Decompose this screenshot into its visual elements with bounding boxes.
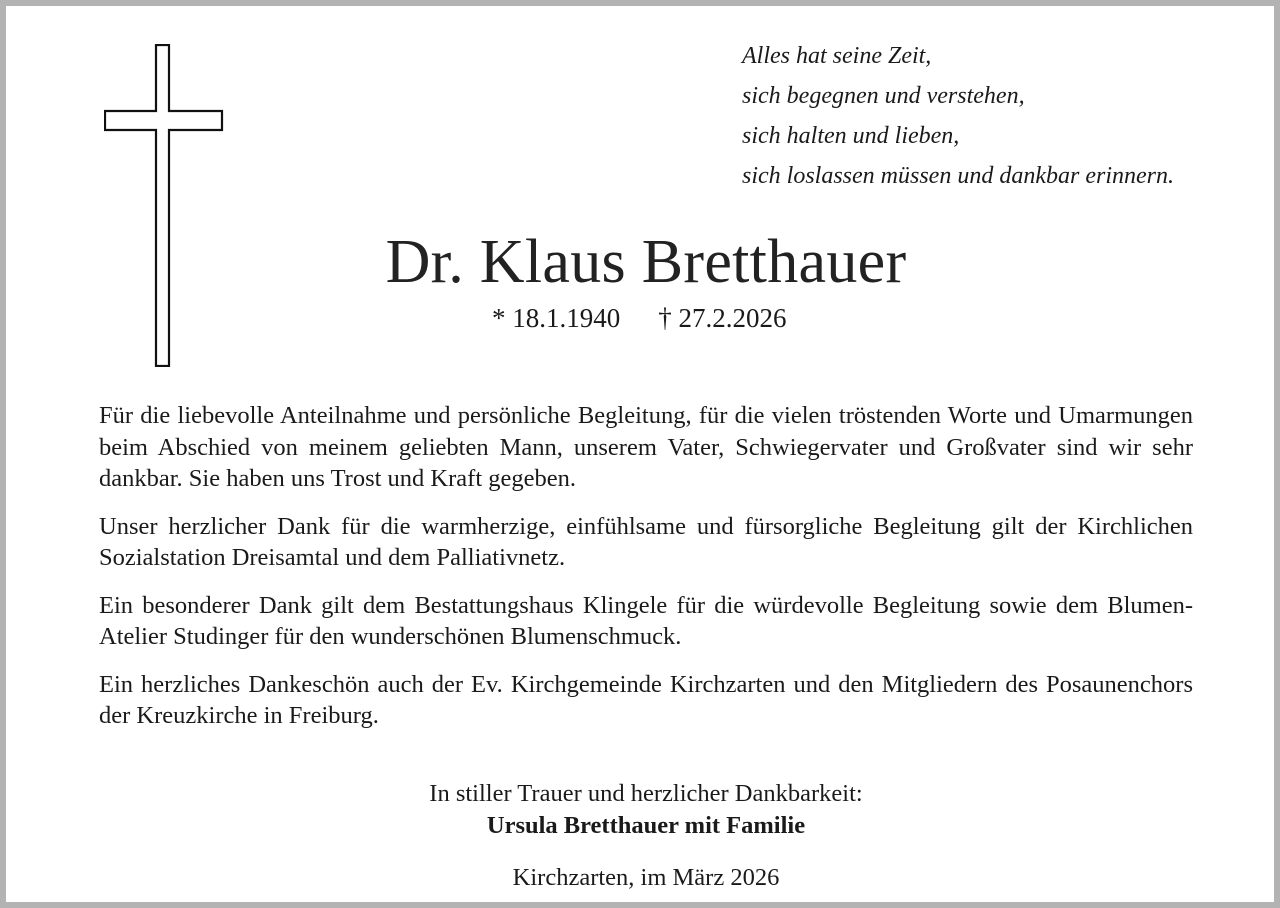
paragraph: Für die liebevolle Anteilnahme und persönliche Begleitung, für die vielen tröstenden Worte und Umarmungen beim Abschied von meinem geliebten Mann, unserem Vater, Schwiegervater und Großvater sind wir sehr dankbar. Sie haben uns Trost und Kraft gegeben.: [99, 402, 1193, 492]
poem: [742, 36, 1262, 196]
deceased-name: Dr. Klaus Bretthauer: [385, 228, 907, 296]
life-dates: [492, 300, 892, 336]
closing-line: In stiller Trauer und herzlicher Dankbarkeit:: [429, 780, 863, 807]
death-date: † 27.2.2026: [658, 303, 787, 333]
poem-line: sich loslassen müssen und dankbar erinnern.: [742, 163, 1174, 189]
cross-icon: [104, 44, 224, 367]
poem-line: sich halten und lieben,: [742, 123, 960, 149]
paragraph: Unser herzlicher Dank für die warmherzige, einfühlsame und fürsorgliche Begleitung gilt der Kirchlichen Sozialstation Dreisamtal und dem Palliativnetz.: [99, 512, 1193, 571]
family-signature: Ursula Bretthauer mit Familie: [486, 812, 806, 839]
thanks-text: [99, 400, 1193, 748]
poem-line: Alles hat seine Zeit,: [742, 43, 932, 69]
birth-date: * 18.1.1940: [492, 303, 621, 333]
paragraph: Ein herzliches Dankeschön auch der Ev. Kirchgemeinde Kirchzarten und den Mitgliedern des Posaunenchors der Kreuzkirche in Freiburg.: [99, 670, 1193, 729]
poem-line: sich begegnen und verstehen,: [742, 83, 1025, 109]
closing-block: [6, 778, 1280, 894]
paragraph: Ein besonderer Dank gilt dem Bestattungshaus Klingele für die würdevolle Begleitung sowie dem Blumen-Atelier Studinger für den wunderschönen Blumenschmuck.: [99, 591, 1193, 650]
place-date: Kirchzarten, im März 2026: [512, 864, 780, 891]
